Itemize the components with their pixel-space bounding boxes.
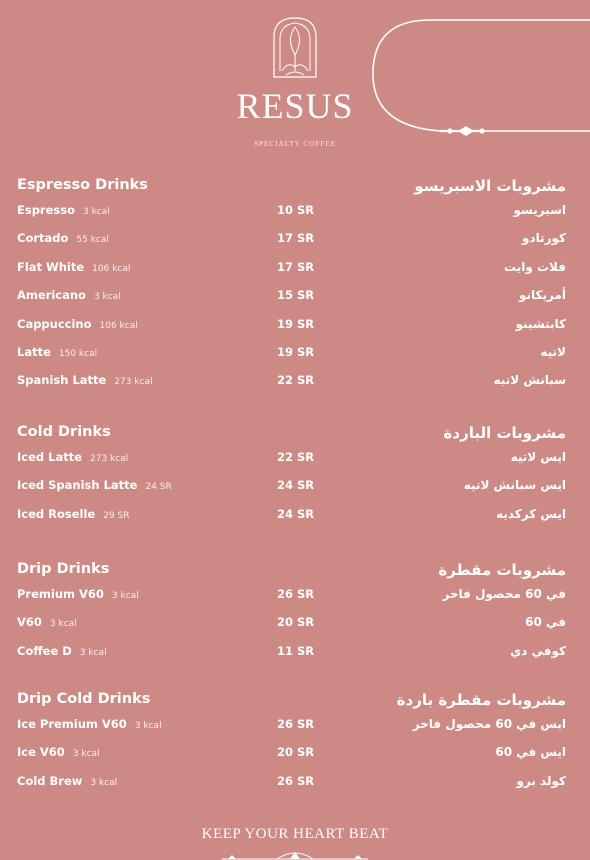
menu-item (0, 717, 590, 745)
menu-item (0, 317, 590, 345)
item-price: 17 SR (277, 259, 315, 274)
menu-item (0, 231, 590, 259)
item-price: 19 SR (277, 316, 315, 331)
item-kcal: 29 SR (103, 510, 130, 521)
item-name: Iced Spanish Latte (17, 478, 138, 493)
item-name: Cappuccino (17, 316, 92, 331)
item-price: 26 SR (277, 773, 315, 788)
menu-section-cold (0, 424, 590, 535)
footer-ornament-icon (222, 849, 368, 860)
item-name: Latte (17, 344, 51, 359)
item-price: 26 SR (277, 587, 315, 601)
item-name: Americano (17, 288, 86, 303)
footer-slogan: KEEP YOUR HEART BEAT (201, 826, 389, 842)
brand-tagline: SPECIALTY COFFEE (253, 139, 337, 148)
menu-item (0, 644, 590, 672)
menu-item (0, 288, 590, 316)
menu-section-drip (0, 561, 590, 672)
item-kcal: 3 kcal (93, 292, 121, 303)
item-price: 22 SR (277, 373, 315, 388)
item-name-ar: ايس كركديه (496, 506, 566, 521)
item-name-ar: اسبريسو (513, 203, 566, 217)
item-kcal: 106 kcal (92, 263, 131, 274)
section-title-en: Espresso Drinks (17, 177, 148, 193)
logo-emblem-icon (270, 15, 320, 81)
item-name: Espresso (17, 203, 75, 217)
item-name-ar: كورتادو (521, 231, 566, 246)
section-title-ar: مشروبات الباردة (443, 424, 566, 442)
item-name: Coffee D (17, 643, 72, 658)
item-name-ar: سبانش لاتيه (493, 373, 566, 388)
item-kcal: 3 kcal (134, 721, 162, 731)
item-name: Spanish Latte (17, 373, 107, 388)
item-kcal: 3 kcal (79, 647, 107, 658)
item-name: Iced Latte (17, 450, 83, 464)
item-name: Cortado (17, 231, 69, 246)
item-name-ar: كابتشينو (515, 316, 566, 331)
menu-item (0, 745, 590, 773)
decorative-arch-icon (370, 16, 590, 140)
item-name: Flat White (17, 259, 85, 274)
section-title-ar: مشروبات الاسبريسو (414, 177, 566, 195)
item-name-ar: في 60 (525, 615, 566, 630)
item-kcal: 106 kcal (99, 320, 138, 331)
item-name: Ice Premium V60 (17, 717, 127, 731)
item-kcal: 3 kcal (49, 619, 77, 630)
section-title-en: Drip Cold Drinks (17, 691, 151, 707)
item-price: 15 SR (277, 288, 315, 303)
item-kcal: 3 kcal (72, 749, 100, 760)
item-name-ar: ايس لاتيه (510, 450, 566, 464)
item-price: 24 SR (277, 478, 315, 493)
item-price: 20 SR (277, 745, 315, 760)
item-name-ar: كوفي دي (510, 643, 566, 658)
section-title-ar: مشروبات مقطرة باردة (396, 691, 566, 709)
item-kcal: 3 kcal (83, 207, 110, 217)
item-name-ar: لاتيه (540, 344, 566, 359)
item-name-ar: أمريكانو (518, 288, 566, 303)
item-price: 11 SR (277, 643, 315, 658)
item-name-ar: ايس في 60 محصول فاخر (412, 717, 566, 731)
menu-item (0, 774, 590, 802)
item-price: 26 SR (277, 717, 315, 731)
menu-item (0, 478, 590, 506)
menu-section-espresso (0, 177, 590, 402)
item-name: Premium V60 (17, 587, 104, 601)
menu-item (0, 615, 590, 643)
item-price: 24 SR (277, 506, 315, 521)
item-price: 10 SR (277, 203, 315, 217)
brand-name: RESUS (236, 86, 354, 126)
item-kcal: 273 kcal (114, 377, 153, 388)
menu-item (0, 373, 590, 401)
item-kcal: 3 kcal (111, 591, 139, 601)
menu-item (0, 450, 590, 478)
item-kcal: 273 kcal (90, 454, 129, 464)
item-kcal: 55 kcal (76, 235, 109, 246)
item-name-ar: فلات وايت (504, 259, 566, 274)
item-name-ar: كولد برو (516, 773, 566, 788)
item-name: V60 (17, 615, 42, 630)
item-name-ar: ايس سبانش لاتيه (463, 478, 566, 493)
item-kcal: 24 SR (145, 482, 172, 493)
section-title-en: Drip Drinks (17, 561, 110, 577)
item-price: 22 SR (277, 450, 315, 464)
item-name: Ice V60 (17, 745, 65, 760)
menu-item (0, 345, 590, 373)
menu-item (0, 507, 590, 535)
item-kcal: 150 kcal (58, 348, 98, 359)
item-price: 19 SR (277, 344, 315, 359)
section-title-en: Cold Drinks (17, 424, 111, 440)
item-name: Iced Roselle (17, 506, 96, 521)
item-name-ar: في 60 محصول فاخر (442, 587, 566, 601)
item-price: 17 SR (277, 231, 315, 246)
item-name-ar: ايس في 60 (495, 745, 566, 760)
menu-item (0, 587, 590, 615)
item-name: Cold Brew (17, 773, 83, 788)
item-price: 20 SR (277, 615, 315, 630)
section-title-ar: مشروبات مقطرة (438, 561, 566, 579)
menu-section-drip-cold (0, 691, 590, 802)
menu-item (0, 260, 590, 288)
menu-item (0, 203, 590, 231)
item-kcal: 3 kcal (90, 777, 118, 788)
